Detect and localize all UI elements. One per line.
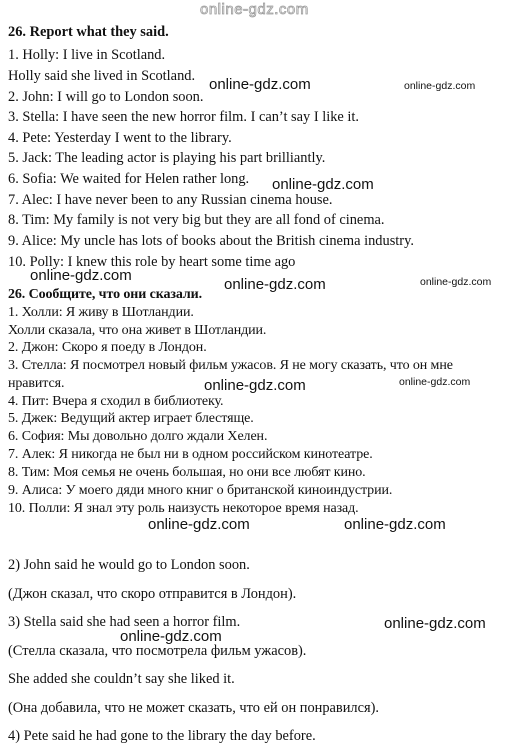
exercise-line: нравится. — [8, 376, 65, 391]
exercise-line: 6. София: Мы довольно долго ждали Хелен. — [8, 429, 268, 444]
exercise-line: 8. Тим: Моя семья не очень большая, но они все любят кино. — [8, 465, 366, 480]
exercise-line: 3. Stella: I have seen the new horror film. I can’t say I like it. — [8, 109, 359, 125]
watermark: online-gdz.com — [384, 615, 486, 632]
watermark: online-gdz.com — [399, 376, 471, 388]
watermark: online-gdz.com — [224, 276, 326, 293]
answer-line: 4) Pete said he had gone to the library the day before. — [8, 728, 316, 744]
answer-line: She added she couldn’t say she liked it. — [8, 671, 235, 687]
answer-line: (Стелла сказала, что посмотрела фильм ужасов). — [8, 643, 307, 659]
exercise-line: Holly said she lived in Scotland. — [8, 68, 196, 84]
watermark: online-gdz.com — [209, 76, 311, 93]
exercise-line: 10. Полли: Я знал эту роль наизусть некоторое время назад. — [8, 501, 359, 516]
exercise-line: 1. Холли: Я живу в Шотландии. — [8, 305, 194, 320]
exercise-line: 7. Алек: Я никогда не был ни в одном российском кинотеатре. — [8, 447, 373, 462]
watermark: online-gdz.com — [148, 516, 250, 533]
answer-line: 3) Stella said she had seen a horror film. — [8, 614, 241, 630]
exercise-line: 4. Пит: Вчера я сходил в библиотеку. — [8, 394, 224, 409]
watermark: online-gdz.com — [420, 276, 492, 288]
answer-line: (Она добавила, что не может сказать, что ей он понравился). — [8, 700, 380, 716]
exercise-line: 6. Sofia: We waited for Helen rather long. — [8, 171, 250, 187]
answer-line: 2) John said he would go to London soon. — [8, 557, 250, 573]
watermark: online-gdz.com — [272, 176, 374, 193]
exercise-line: 7. Alec: I have never been to any Russian cinema house. — [8, 192, 333, 208]
exercise-line: 9. Алиса: У моего дяди много книг о британской киноиндустрии. — [8, 483, 393, 498]
exercise-line: 8. Tim: My family is not very big but they are all fond of cinema. — [8, 212, 385, 228]
exercise-line: Холли сказала, что она живет в Шотландии. — [8, 323, 267, 338]
watermark-top: online-gdz.com — [200, 1, 309, 18]
watermark: online-gdz.com — [404, 80, 476, 92]
exercise-line: 9. Alice: My uncle has lots of books about the British cinema industry. — [8, 233, 414, 249]
exercise-line: 5. Джек: Ведущий актер играет блестяще. — [8, 411, 254, 426]
exercise-heading-russian: 26. Сообщите, что они сказали. — [8, 287, 203, 302]
watermark: online-gdz.com — [344, 516, 446, 533]
exercise-line: 5. Jack: The leading actor is playing his part brilliantly. — [8, 150, 326, 166]
exercise-line: 2. John: I will go to London soon. — [8, 89, 204, 105]
exercise-heading-english: 26. Report what they said. — [8, 24, 169, 40]
exercise-line: 3. Стелла: Я посмотрел новый фильм ужасов. Я не могу сказать, что он мне — [8, 358, 453, 373]
watermark: online-gdz.com — [120, 628, 222, 645]
exercise-line: 4. Pete: Yesterday I went to the library. — [8, 130, 232, 146]
exercise-line: 1. Holly: I live in Scotland. — [8, 47, 166, 63]
answer-line: (Джон сказал, что скоро отправится в Лондон). — [8, 586, 297, 602]
watermark: online-gdz.com — [30, 267, 132, 284]
exercise-line: 10. Polly: I knew this role by heart some time ago — [8, 254, 296, 270]
exercise-line: 2. Джон: Скоро я поеду в Лондон. — [8, 340, 207, 355]
watermark: online-gdz.com — [204, 377, 306, 394]
